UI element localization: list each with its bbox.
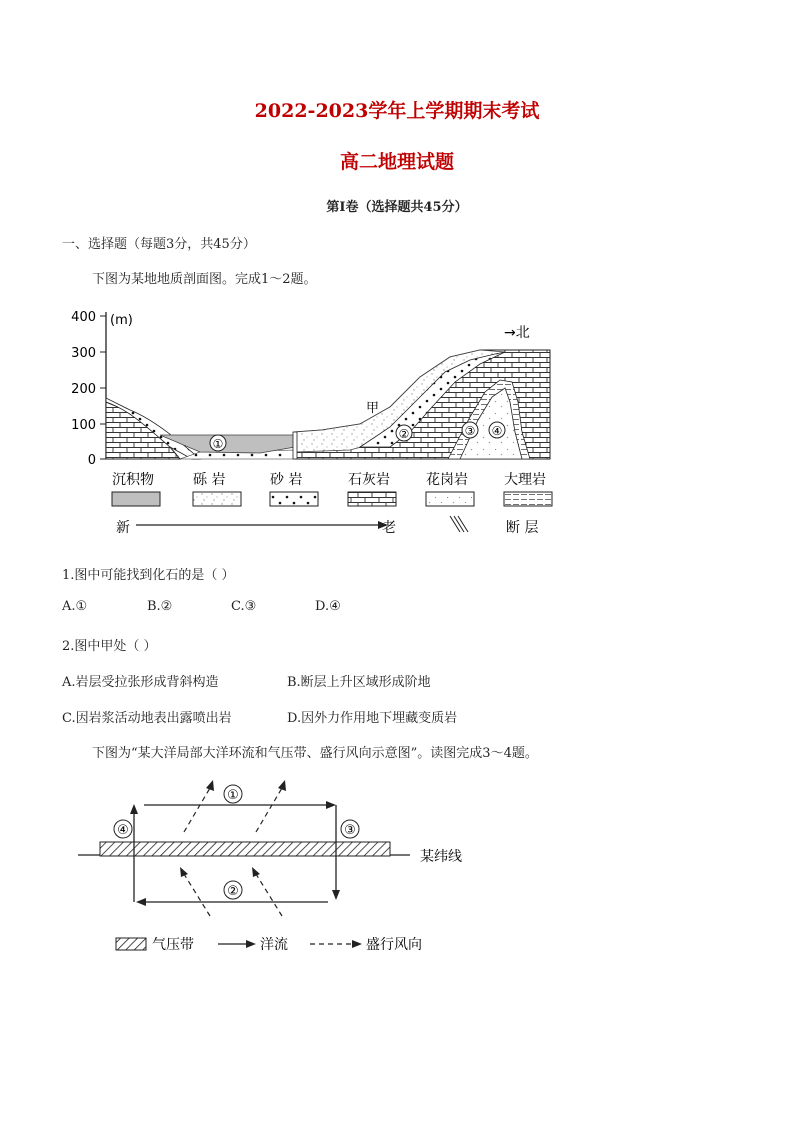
legend-pressure-belt: 气压带 — [152, 937, 194, 953]
y-unit: (m) — [110, 313, 133, 328]
fault-step — [293, 432, 297, 459]
legend-sandstone: 砂 岩 — [270, 472, 303, 488]
marker-1 — [210, 435, 226, 451]
q1-option-a: A.① — [62, 599, 88, 614]
marker-1 — [224, 785, 242, 803]
legend-wind: 盛行风向 — [366, 937, 422, 953]
legend-fault: 断 层 — [506, 520, 539, 536]
geologic-section-figure — [60, 302, 560, 540]
marker-4 — [489, 422, 505, 438]
marker-3 — [341, 820, 359, 838]
legend-granite: 花岗岩 — [426, 472, 468, 488]
y-tick-100: 100 — [71, 418, 96, 433]
q1-option-d: D.④ — [315, 599, 341, 614]
exam-title: 2022-2023学年上学期期末考试 — [254, 100, 540, 122]
legend-gravel: 砾 岩 — [193, 472, 226, 488]
legend-current: 洋流 — [260, 937, 288, 953]
y-tick-200: 200 — [71, 382, 96, 397]
q1-stem: 1.图中可能找到化石的是（ ） — [62, 568, 235, 583]
svg-text:①: ① — [227, 788, 239, 803]
ocean-circulation-figure — [70, 776, 490, 961]
intro-fig1: 下图为某地地质剖面图。完成1～2题。 — [92, 272, 317, 287]
y-tick-0: 0 — [87, 453, 96, 468]
q2-option-b: B.断层上升区域形成阶地 — [287, 675, 431, 690]
limestone-left — [106, 402, 180, 459]
marker-2 — [224, 881, 242, 899]
svg-text:③: ③ — [344, 823, 356, 838]
age-new: 新 — [116, 520, 130, 536]
q2-option-c: C.因岩浆活动地表出露喷出岩 — [62, 711, 232, 726]
svg-text:④: ④ — [117, 823, 129, 838]
fault-symbol — [450, 516, 468, 532]
legend — [112, 471, 552, 536]
legend-marble: 大理岩 — [504, 472, 546, 488]
jia-label: 甲 — [366, 401, 380, 416]
marker-3 — [462, 422, 478, 438]
intro-fig2: 下图为“某大洋局部大洋环流和气压带、盛行风向示意图”。读图完成3～4题。 — [92, 746, 538, 761]
y-tick-400: 400 — [71, 310, 96, 325]
section-title: 第Ⅰ卷（选择题共45分） — [326, 200, 468, 215]
q2-option-a: A.岩层受拉张形成背斜构造 — [62, 675, 219, 690]
marker-2 — [396, 425, 412, 441]
svg-text:②: ② — [398, 427, 410, 441]
exam-subtitle: 高二地理试题 — [339, 151, 454, 173]
latitude-label: 某纬线 — [420, 849, 462, 865]
y-tick-300: 300 — [71, 346, 96, 361]
svg-text:④: ④ — [491, 424, 503, 438]
q2-stem: 2.图中甲处（ ） — [62, 639, 157, 654]
marker-4 — [114, 820, 132, 838]
svg-text:③: ③ — [464, 424, 476, 438]
legend — [116, 936, 422, 953]
legend-limestone: 石灰岩 — [348, 472, 390, 488]
pressure-belt — [100, 842, 390, 856]
svg-text:②: ② — [227, 884, 239, 899]
north-label: →北 — [504, 325, 530, 341]
q1-option-b: B.② — [147, 599, 173, 614]
q2-option-d: D.因外力作用地下埋藏变质岩 — [287, 711, 458, 726]
legend-sediment: 沉积物 — [112, 472, 154, 488]
q1-option-c: C.③ — [231, 599, 257, 614]
part-heading: 一、选择题（每题3分，共45分） — [62, 237, 256, 252]
age-old: 老 — [382, 520, 396, 536]
svg-text:①: ① — [212, 437, 224, 451]
